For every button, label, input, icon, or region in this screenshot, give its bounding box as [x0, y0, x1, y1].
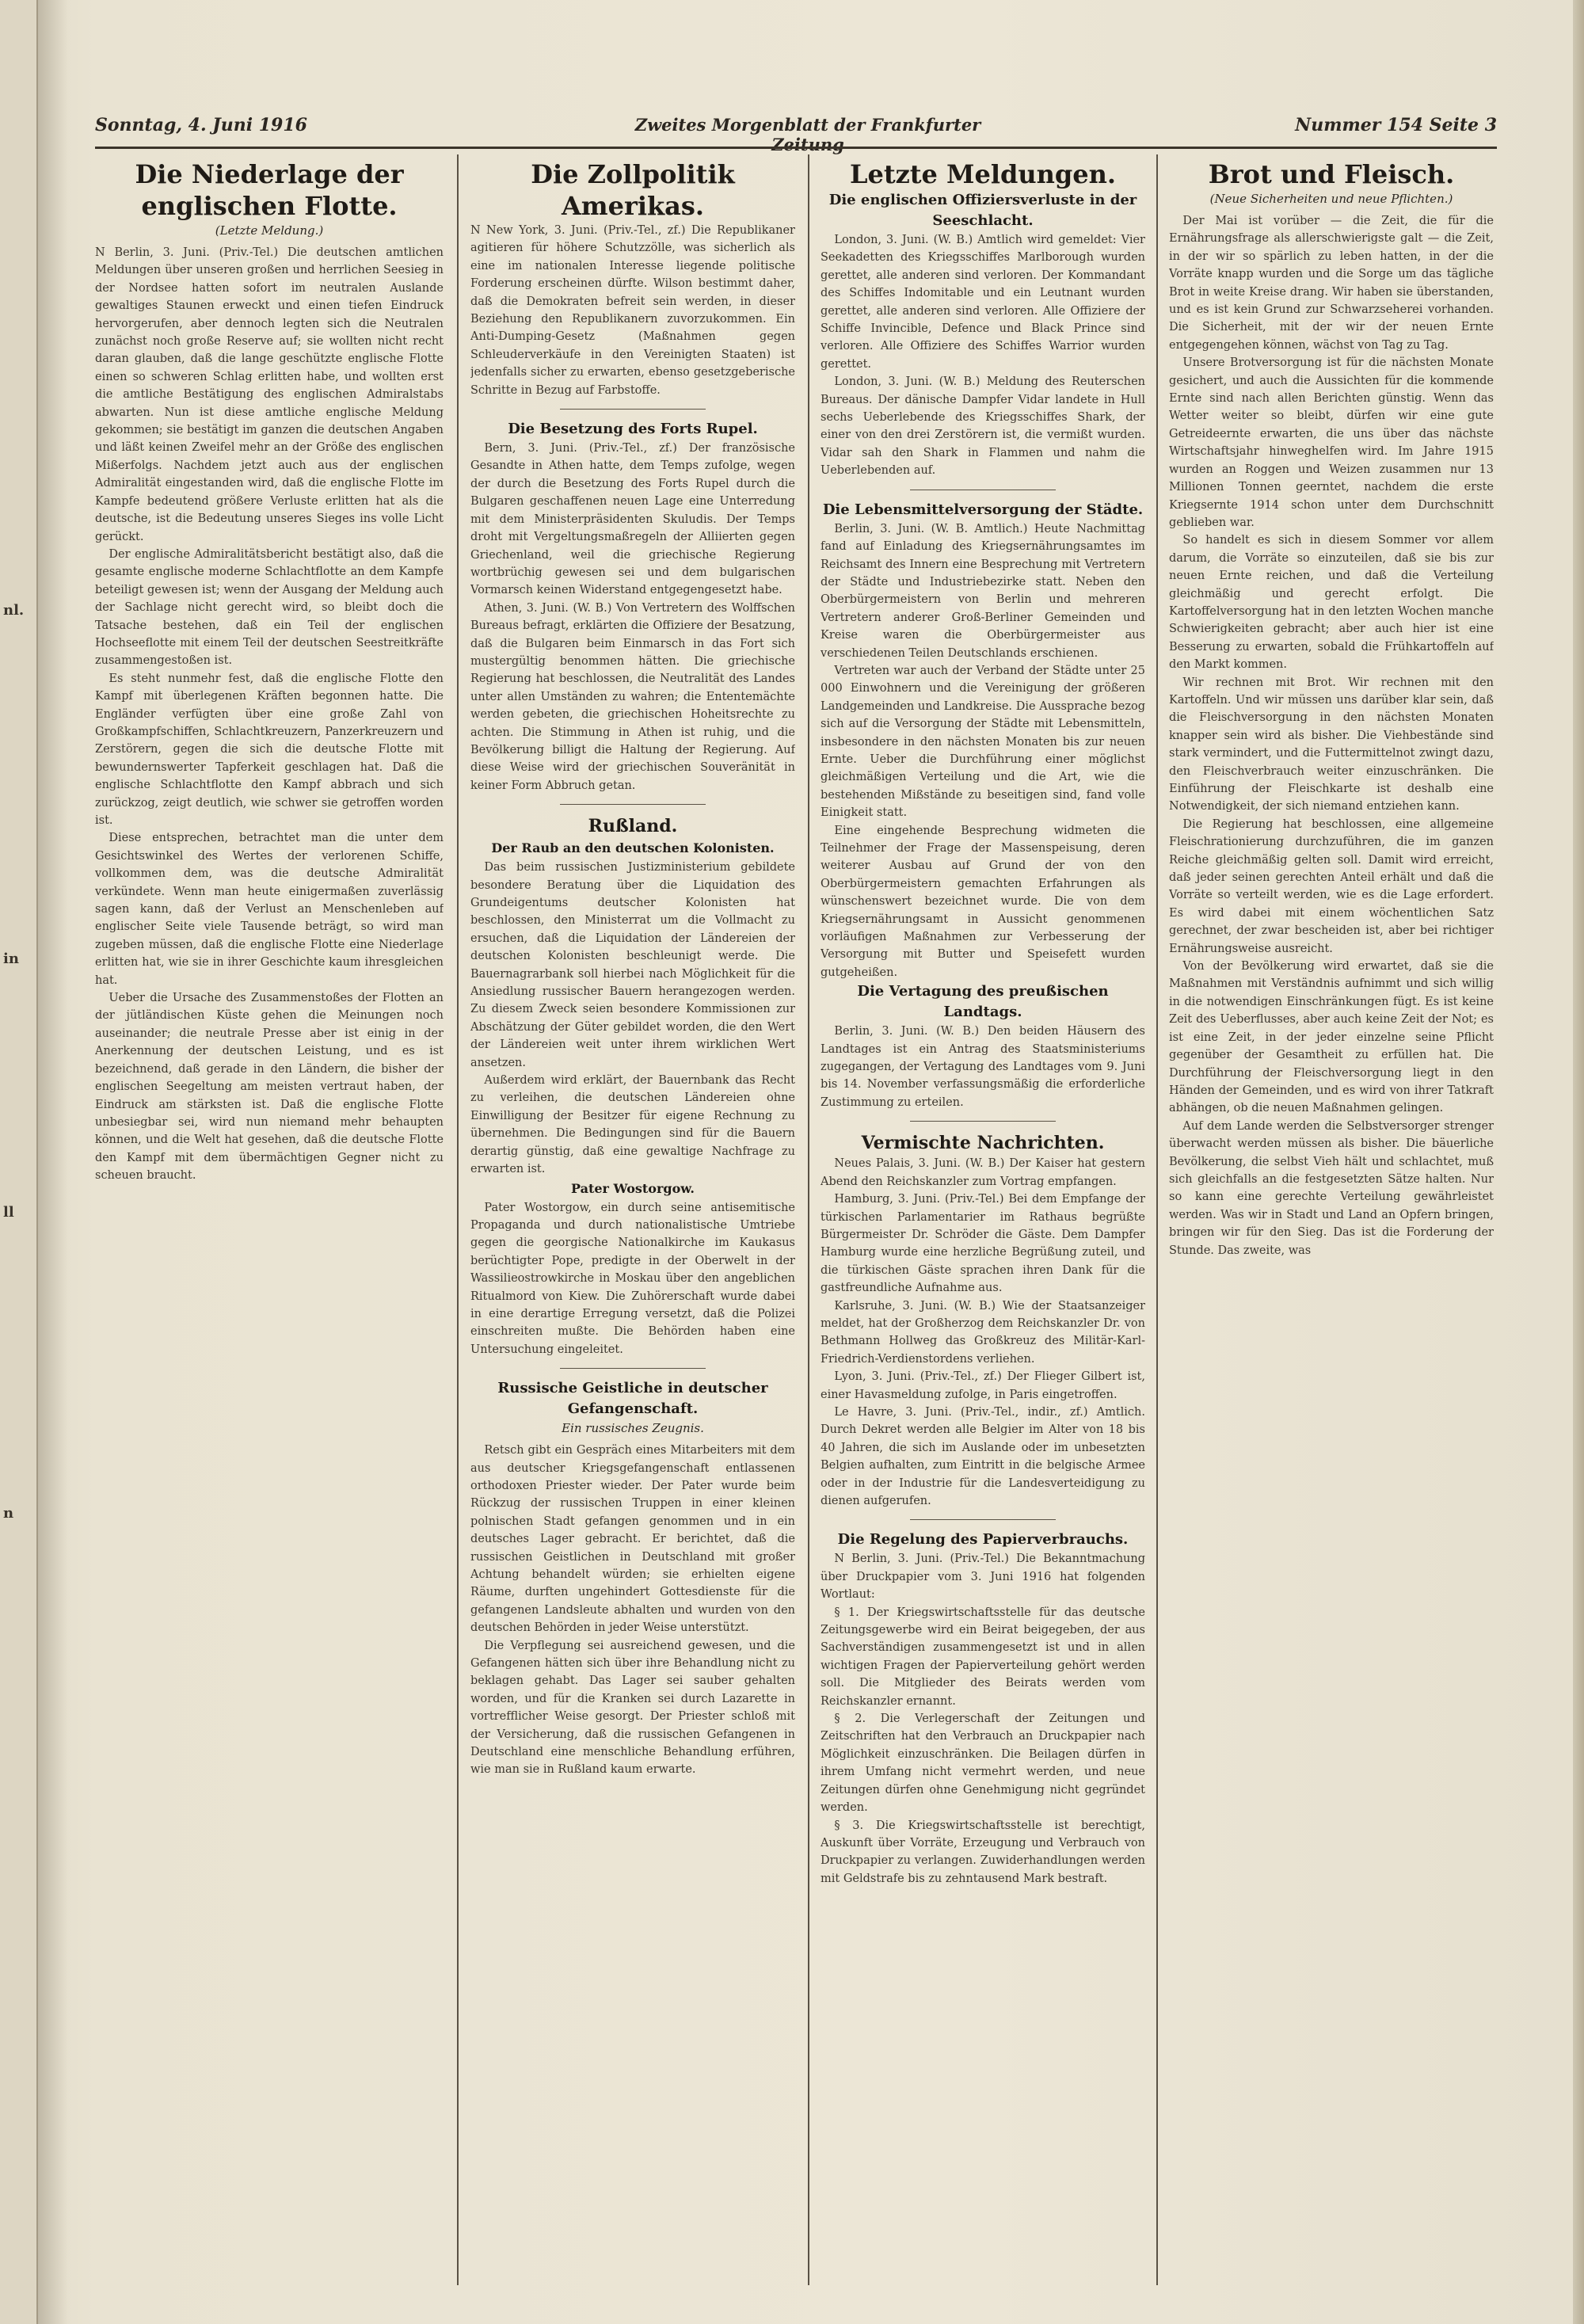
article-paragraph: Berlin, 3. Juni. (W. B.) Den beiden Häusern des Landtages ist ein Antrag des Staatsministeriums zugegangen, der Vertagung des Landtages vom 9. Juni bis 14. November verfassungsmäßig die erforderliche Zustimmung zu erteilen. — [821, 1025, 1145, 1109]
article-paragraph: Das beim russischen Justizministerium gebildete besondere Beratung über die Liquidation des Grundeigentums deutscher Kolonisten hat beschlossen, den Ministerrat um die Vollmacht zu ersuchen, daß die Liquidation der Ländereien der deutschen Kolonisten beschleunigt werde. Die Bauernagrarbank soll hierbei nach Möglichkeit für die Ansiedlung russischer Bauern herangezogen werden. Zu diesem Zweck seien besondere Kommissionen zur Abschätzung der Güter gebildet worden, die den Wert der Ländereien weit unter ihrem wirklichen Wert ansetzen. — [470, 861, 795, 1069]
previous-page-edge — [0, 0, 38, 2324]
edge-fragment: nl. — [3, 602, 25, 619]
section-rule — [560, 804, 706, 805]
article-headline: Brot und Fleisch. — [1208, 159, 1455, 189]
article-paragraph: So handelt es sich in diesem Sommer vor allem darum, die Vorräte so einzuteilen, daß sie bis zur neuen Ernte reichen, und daß die Verteilung gleichmäßig und gerecht erfolgt. Die Kartoffelversorgung hat in den letzten Wochen manche Schwierigkeiten gebracht; aber auch hier ist eine Besserung zu erwarten, sobald die Frühkartoffeln auf den Markt kommen. — [1169, 534, 1494, 672]
article-paragraph: Lyon, 3. Juni. (Priv.-Tel., zf.) Der Flieger Gilbert ist, einer Havasmeldung zufolge, in Paris eingetroffen. — [821, 1370, 1145, 1401]
section-subtitle: Der Raub an den deutschen Kolonisten. — [491, 840, 775, 856]
section-subtitle: Pater Wostorgow. — [571, 1180, 695, 1196]
header-date: Sonntag, 4. Juni 1916 — [95, 115, 307, 135]
page-edge — [1573, 0, 1584, 2324]
article-subhead: Die englischen Offiziersverluste in der Seeschlacht. — [828, 192, 1137, 229]
header-page-number: Nummer 154 Seite 3 — [1295, 115, 1497, 135]
section-rule — [560, 1368, 706, 1369]
article-paragraph: Athen, 3. Juni. (W. B.) Von Vertretern des Wolffschen Bureaus befragt, erklärten die Offiziere der Besatzung, daß die Bulgaren beim Einmarsch in das Fort sich mustergültig benommen hätten. Die griechische Regierung hat beschlossen, die Neutralität des Landes unter allen Umständen zu wahren; die Ententemächte werden gebeten, die griechischen Hoheitsrechte zu achten. Die Stimmung in Athen ist ruhig, und die Bevölkerung billigt die Haltung der Regierung. Auf diese Weise wird der griechischen Souveränität in keiner Form Abbruch getan. — [470, 601, 795, 792]
gutter-shadow — [36, 0, 68, 2324]
section-title: Rußland. — [588, 816, 678, 837]
column-divider — [1156, 154, 1158, 2285]
header-rule — [95, 147, 1497, 149]
article-paragraph: Der Mai ist vorüber — die Zeit, die für die Ernährungsfrage als allerschwierigste galt — die Zeit, in der wir so spärlich zu leben hatten, in der die Vorräte knapp wurden und die Sorge um das tägliche Brot in weite Kreise drang. Wir haben sie überstanden, und es ist kein Grund zur Schwarzseherei vorhanden. Die Sicherheit, mit der wir der neuen Ernte entgegengehen können, wächst von Tag zu Tag. — [1169, 215, 1494, 352]
article-subline: (Letzte Meldung.) — [215, 223, 324, 238]
header-edition-title: Zweites Morgenblatt der Frankfurter Zeitung — [634, 115, 981, 154]
article-paragraph: N Berlin, 3. Juni. (Priv.-Tel.) Die deutschen amtlichen Meldungen über unseren großen und herrlichen Seesieg in der Nordsee hatten sofort im neutralen Auslande gewaltiges Staunen erweckt und einen tiefen Eindruck hervorgerufen, aber dennoch legten sich die Neutralen zunächst noch große Reserve auf; sie wollten nicht recht daran glauben, daß die lange geschützte englische Flotte einen so schweren Schlag erlitten habe, und wollten erst die amtliche Bestätigung des englischen Admiralstabs abwarten. Nun ist diese amtliche englische Meldung gekommen; sie bestätigt im ganzen die deutschen Angaben und läßt keinen Zweifel mehr an der Größe des englischen Mißerfolgs. Nachdem jetzt auch aus der englischen Admiralität eingestanden wird, daß die englische Flotte im Kampfe bedeutend größere Verluste erlitten hat als die deutsche, ist die Bedeutung unseres Sieges ins volle Licht gerückt. — [95, 246, 444, 543]
article-paragraph: Neues Palais, 3. Juni. (W. B.) Der Kaiser hat gestern Abend den Reichskanzler zum Vortrag empfangen. — [821, 1157, 1145, 1188]
article-paragraph: Eine eingehende Besprechung widmeten die Teilnehmer der Frage der Massenspeisung, deren weiterer Ausbau auf Grund der von den Oberbürgermeistern gemachten Erfahrungen als wünschenswert bezeichnet wurde. Die von dem Kriegsernährungsamt in Aussicht genommenen vorläufigen Maßnahmen zur Verbesserung der Versorgung mit Butter und Speisefett wurden gutgeheißen. — [821, 824, 1145, 979]
article-paragraph: Auf dem Lande werden die Selbstversorger strenger überwacht werden müssen als bisher. Die bäuerliche Bevölkerung, die selbst Vieh hält und schlachtet, muß sich gleichfalls an die festgesetzten Sätze halten. Nur so kann eine gerechte Verteilung gewährleistet werden. Was wir in Stadt und Land an Opfern bringen, bringen wir für den Sieg. Das ist die Forderung der Stunde. Das zweite, was — [1169, 1119, 1494, 1257]
article-paragraph: N Berlin, 3. Juni. (Priv.-Tel.) Die Bekanntmachung über Druckpapier vom 3. Juni 1916 hat folgenden Wortlaut: — [821, 1553, 1145, 1602]
article-paragraph: Es steht nunmehr fest, daß die englische Flotte den Kampf mit überlegenen Kräften begonnen hatte. Die Engländer verfügten über eine große Zahl von Großkampfschiffen, Schlachtkreuzern, Panzerkreuzern und Zerstörern, gegen die sich die deutsche Flotte mit bewundernswerter Tapferkeit geschlagen hat. Daß die englische Schlachtflotte den Kampf abbrach und sich zurückzog, zeigt deutlich, wie schwer sie getroffen worden ist. — [95, 672, 444, 827]
column-divider — [457, 154, 459, 2285]
section-title: Vermischte Nachrichten. — [861, 1133, 1105, 1154]
article-paragraph: Diese entsprechen, betrachtet man die unter dem Gesichtswinkel des Wertes der verlorenen Schiffe, vollkommen dem, was die deutsche Admiralität verkündete. Wenn man heute einigermaßen zuverlässig sagen kann, daß der Verlust an Menschenleben auf englischer Seite viele Tausende beträgt, so wird man zugeben müssen, daß die englische Flotte eine Niederlage erlitten hat, wie sie in ihrer Geschichte kaum ihresgleichen hat. — [95, 832, 444, 987]
article-paragraph: Berlin, 3. Juni. (W. B. Amtlich.) Heute Nachmittag fand auf Einladung des Kriegsernährungsamtes im Reichsamt des Innern eine Besprechung mit Vertretern der Städte und Industriebezirke statt. Neben den Oberbürgermeistern von Berlin und mehreren Vertretern anderer Groß-Berliner Gemeinden und Kreise waren die Oberbürgermeister aus verschiedenen Teilen Deutschlands erschienen. — [821, 522, 1145, 660]
column-3 — [821, 158, 1145, 2289]
article-paragraph: Von der Bevölkerung wird erwartet, daß sie die Maßnahmen mit Verständnis aufnimmt und sich willig in die notwendigen Einschränkungen fügt. Es ist keine Zeit des Ueberflusses, aber auch keine Zeit der Not; es ist eine Zeit, in der jeder einzelne seine Pflicht gegenüber der Gesamtheit zu erfüllen hat. Die Durchführung der Fleischversorgung liegt in den Händen der Gemeinden, und es wird von ihrer Tatkraft abhängen, ob die neuen Maßnahmen gelingen. — [1169, 960, 1494, 1115]
section-rule — [560, 409, 706, 410]
section-title: Die Vertagung des preußischen Landtags. — [857, 983, 1109, 1021]
article-paragraph: Bern, 3. Juni. (Priv.-Tel., zf.) Der französische Gesandte in Athen hatte, dem Temps zufolge, wegen der durch die Besetzung des Forts Rupel durch die Bulgaren geschaffenen neuen Lage eine Unterredung mit dem Ministerpräsidenten Skuludis. Der Temps droht mit Vergeltungsmaßregeln der Alliierten gegen Griechenland, weil die griechische Regierung wortbrüchig gewesen sei und dem bulgarischen Vormarsch keinen Widerstand entgegengesetzt habe. — [470, 442, 795, 597]
column-2 — [470, 158, 795, 2289]
edge-fragment: ll — [3, 1204, 14, 1221]
article-paragraph: N New York, 3. Juni. (Priv.-Tel., zf.) Die Republikaner agitieren für höhere Schutzzölle, was sicherlich als eine im nationalen Interesse liegende politische Forderung erscheinen dürfte. Wilson bestimmt daher, daß die Demokraten befreit sein werden, in dieser Beziehung den Republikanern zuvorzukommen. Ein Anti-Dumping-Gesetz (Maßnahmen gegen Schleuderverkäufe in den Vereinigten Staaten) ist jedenfalls sicher zu erwarten, ebenso gesetzgeberische Schritte in Bezug auf Farbstoffe. — [470, 224, 795, 397]
article-paragraph: Retsch gibt ein Gespräch eines Mitarbeiters mit dem aus deutscher Kriegsgefangenschaft entlassenen orthodoxen Priester wieder. Der Pater wurde beim Rückzug der russischen Truppen in einer kleinen polnischen Stadt gefangen genommen und in ein deutsches Lager gebracht. Er berichtet, daß die russischen Geistlichen in Deutschland mit großer Achtung behandelt würden; sie erhielten eigene Räume, durften ungehindert Gottesdienste für die gefangenen Landsleute abhalten und wurden von den deutschen Behörden in jeder Weise unterstützt. — [470, 1444, 795, 1635]
section-title: Die Regelung des Papierverbrauchs. — [837, 1531, 1129, 1549]
section-rule — [910, 1519, 1057, 1520]
article-paragraph: Karlsruhe, 3. Juni. (W. B.) Wie der Staatsanzeiger meldet, hat der Großherzog dem Reichskanzler Dr. von Bethmann Hollweg das Großkreuz des Militär-Karl-Friedrich-Verdienstordens verliehen. — [821, 1299, 1145, 1366]
article-paragraph: Unsere Brotversorgung ist für die nächsten Monate gesichert, und auch die Aussichten für die kommende Ernte sind nach allen Berichten günstig. Wenn das Wetter weiter so bleibt, dürfen wir eine gute Getreideernte erwarten, die uns über das nächste Wirtschaftsjahr hinweghelfen wird. Im Jahre 1915 wurden an Roggen und Weizen zusammen nur 13 Millionen Tonnen geerntet, nachdem die erste Kriegsernte 1914 schon unter dem Durchschnitt geblieben war. — [1169, 356, 1494, 529]
article-paragraph: Die Verpflegung sei ausreichend gewesen, und die Gefangenen hätten sich über ihre Behandlung nicht zu beklagen gehabt. Das Lager sei sauber gehalten worden, und für die Kranken sei durch Lazarette in vortrefflicher Weise gesorgt. Der Priester schloß mit der Versicherung, daß die russischen Gefangenen in Deutschland eine menschliche Behandlung erführen, wie man sie in Rußland kaum erwarte. — [470, 1639, 795, 1777]
article-headline: Letzte Meldungen. — [849, 159, 1117, 189]
section-rule — [910, 1121, 1057, 1122]
article-paragraph: Le Havre, 3. Juni. (Priv.-Tel., indir., zf.) Amtlich. Durch Dekret werden alle Belgier im Alter von 18 bis 40 Jahren, die sich im Auslande oder im unbesetzten Belgien aufhalten, zum Eintritt in die belgische Armee oder in der Industrie für die Landesverteidigung zu dienen aufgerufen. — [821, 1405, 1145, 1507]
column-divider — [808, 154, 809, 2285]
column-1 — [95, 158, 444, 2289]
article-paragraph: Der englische Admiralitätsbericht bestätigt also, daß die gesamte englische moderne Schlachtflotte an dem Kampfe beteiligt gewesen ist; wenn der Ausgang der Meldung auch der Sachlage nicht gerecht wird, so bleibt doch die Tatsache bestehen, daß ein Teil der englischen Hochseeflotte mit einem Teil der deutschen Seestreitkräfte zusammengestoßen ist. — [95, 547, 444, 668]
section-title: Die Besetzung des Forts Rupel. — [508, 421, 758, 438]
section-title: Die Lebensmittelversorgung der Städte. — [822, 501, 1144, 518]
article-paragraph: Außerdem wird erklärt, der Bauernbank das Recht zu verleihen, die deutschen Ländereien ohne Einwilligung der Besitzer für eigene Rechnung zu übernehmen. Die Bedingungen sind für die Bauern derartig günstig, daß eine gewaltige Nachfrage zu erwarten ist. — [470, 1074, 795, 1176]
edge-fragment: in — [3, 951, 19, 967]
article-paragraph: Ueber die Ursache des Zusammenstoßes der Flotten an der jütländischen Küste gehen die Meinungen noch auseinander; die neutrale Presse aber ist einig in der Anerkennung der deutschen Leistung, und es ist bezeichnend, daß gerade in den Ländern, die bisher der englischen Seegeltung am meisten vertraut haben, der Eindruck am stärksten ist. Daß die englische Flotte unbesiegbar sei, wird nun niemand mehr behaupten können, und die Welt hat gesehen, daß die deutsche Flotte den Kampf mit dem übermächtigen Gegner nicht zu scheuen braucht. — [95, 992, 444, 1183]
article-headline: Die Zollpolitik Amerikas. — [531, 159, 735, 221]
article-paragraph: § 3. Die Kriegswirtschaftsstelle ist berechtigt, Auskunft über Vorräte, Erzeugung und Verbrauch von Druckpapier zu verlangen. Zuwiderhandlungen werden mit Geldstrafe bis zu zehntausend Mark bestraft. — [821, 1819, 1145, 1885]
column-4 — [1169, 158, 1494, 2289]
article-paragraph: Hamburg, 3. Juni. (Priv.-Tel.) Bei dem Empfange der türkischen Parlamentarier im Rathaus begrüßte Bürgermeister Dr. Schröder die Gäste. Dem Dampfer Hamburg wurde eine herzliche Begrüßung zuteil, und die türkischen Gäste sprachen ihren Dank für die gastfreundliche Aufnahme aus. — [821, 1193, 1145, 1295]
section-subtitle: Ein russisches Zeugnis. — [562, 1421, 704, 1436]
article-paragraph: London, 3. Juni. (W. B.) Meldung des Reuterschen Bureaus. Der dänische Dampfer Vidar landete in Hull sechs Ueberlebende des Kriegsschiffes Shark, der einer von den drei Zerstörern ist, die vermißt wurden. Vidar sah den Shark in Flammen und nahm die Ueberlebenden auf. — [821, 375, 1145, 478]
article-paragraph: Pater Wostorgow, ein durch seine antisemitische Propaganda und durch nationalistische Umtriebe gegen die georgische Nationalkirche im Kaukasus berüchtigter Pope, predigte in der Oberwelt in der Wassilieostrowkirche in Moskau über den angeblichen Ritualmord von Kiew. Die Zuhörerschaft wurde dabei in eine derartige Erregung versetzt, daß die Polizei einschreiten mußte. Die Behörden haben eine Untersuchung eingeleitet. — [470, 1201, 795, 1356]
article-paragraph: § 1. Der Kriegswirtschaftsstelle für das deutsche Zeitungsgewerbe wird ein Beirat beigegeben, der aus Sachverständigen zusammengesetzt ist und in allen wichtigen Fragen der Papierverteilung gehört werden soll. Die Mitglieder des Beirats werden vom Reichskanzler ernannt. — [821, 1606, 1145, 1708]
page-header — [95, 115, 1497, 154]
edge-fragment: n — [3, 1505, 14, 1522]
article-paragraph: Wir rechnen mit Brot. Wir rechnen mit den Kartoffeln. Und wir müssen uns darüber klar sein, daß die Fleischversorgung in den nächsten Monaten knapper sein wird als bisher. Die Viehbestände sind stark vermindert, und die Futtermittelnot zwingt dazu, den Fleischverbrauch weiter einzuschränken. Die Einführung der Fleischkarte ist deshalb eine Notwendigkeit, der sich niemand entziehen kann. — [1169, 676, 1494, 813]
article-paragraph: Vertreten war auch der Verband der Städte unter 25 000 Einwohnern und die Vereinigung der größeren Landgemeinden und Landkreise. Die Aussprache bezog sich auf die Versorgung der Städte mit Lebensmitteln, insbesondere in den nächsten Monaten bis zur neuen Ernte. Ueber die Durchführung einer möglichst gleichmäßigen Verteilung und die Art, wie die bestehenden Mißstände zu beseitigen sind, fand volle Einigkeit statt. — [821, 664, 1145, 820]
article-subline: (Neue Sicherheiten und neue Pflichten.) — [1209, 192, 1453, 206]
article-paragraph: Die Regierung hat beschlossen, eine allgemeine Fleischrationierung durchzuführen, die im ganzen Reiche gleichmäßig gelten soll. Damit wird erreicht, daß jeder seinen gerechten Anteil erhält und daß die Vorräte so verteilt werden, wie es die Lage erfordert. Es wird dabei mit einem wöchentlichen Satz gerechnet, der zwar bescheiden ist, aber bei richtiger Ernährungsweise ausreicht. — [1169, 817, 1494, 955]
article-headline: Die Niederlage der englischen Flotte. — [135, 159, 404, 221]
section-title: Russische Geistliche in deutscher Gefangenschaft. — [497, 1380, 768, 1418]
article-paragraph: London, 3. Juni. (W. B.) Amtlich wird gemeldet: Vier Seekadetten des Kriegsschiffes Marlborough wurden gerettet, alle anderen sind verloren. Der Kommandant des Schiffes Indomitable und ein Leutnant wurden gerettet, alle anderen sind verloren. Alle Offiziere der Schiffe Invincible, Defence und Black Prince sind verloren. Alle Offiziere des Schiffes Warrior wurden gerettet. — [821, 234, 1145, 371]
article-paragraph: § 2. Die Verlegerschaft der Zeitungen und Zeitschriften hat den Verbrauch an Druckpapier nach Möglichkeit einzuschränken. Die Beilagen dürfen in ihrem Umfang nicht vermehrt werden, und neue Zeitungen dürfen ohne Genehmigung nicht gegründet werden. — [821, 1713, 1145, 1815]
